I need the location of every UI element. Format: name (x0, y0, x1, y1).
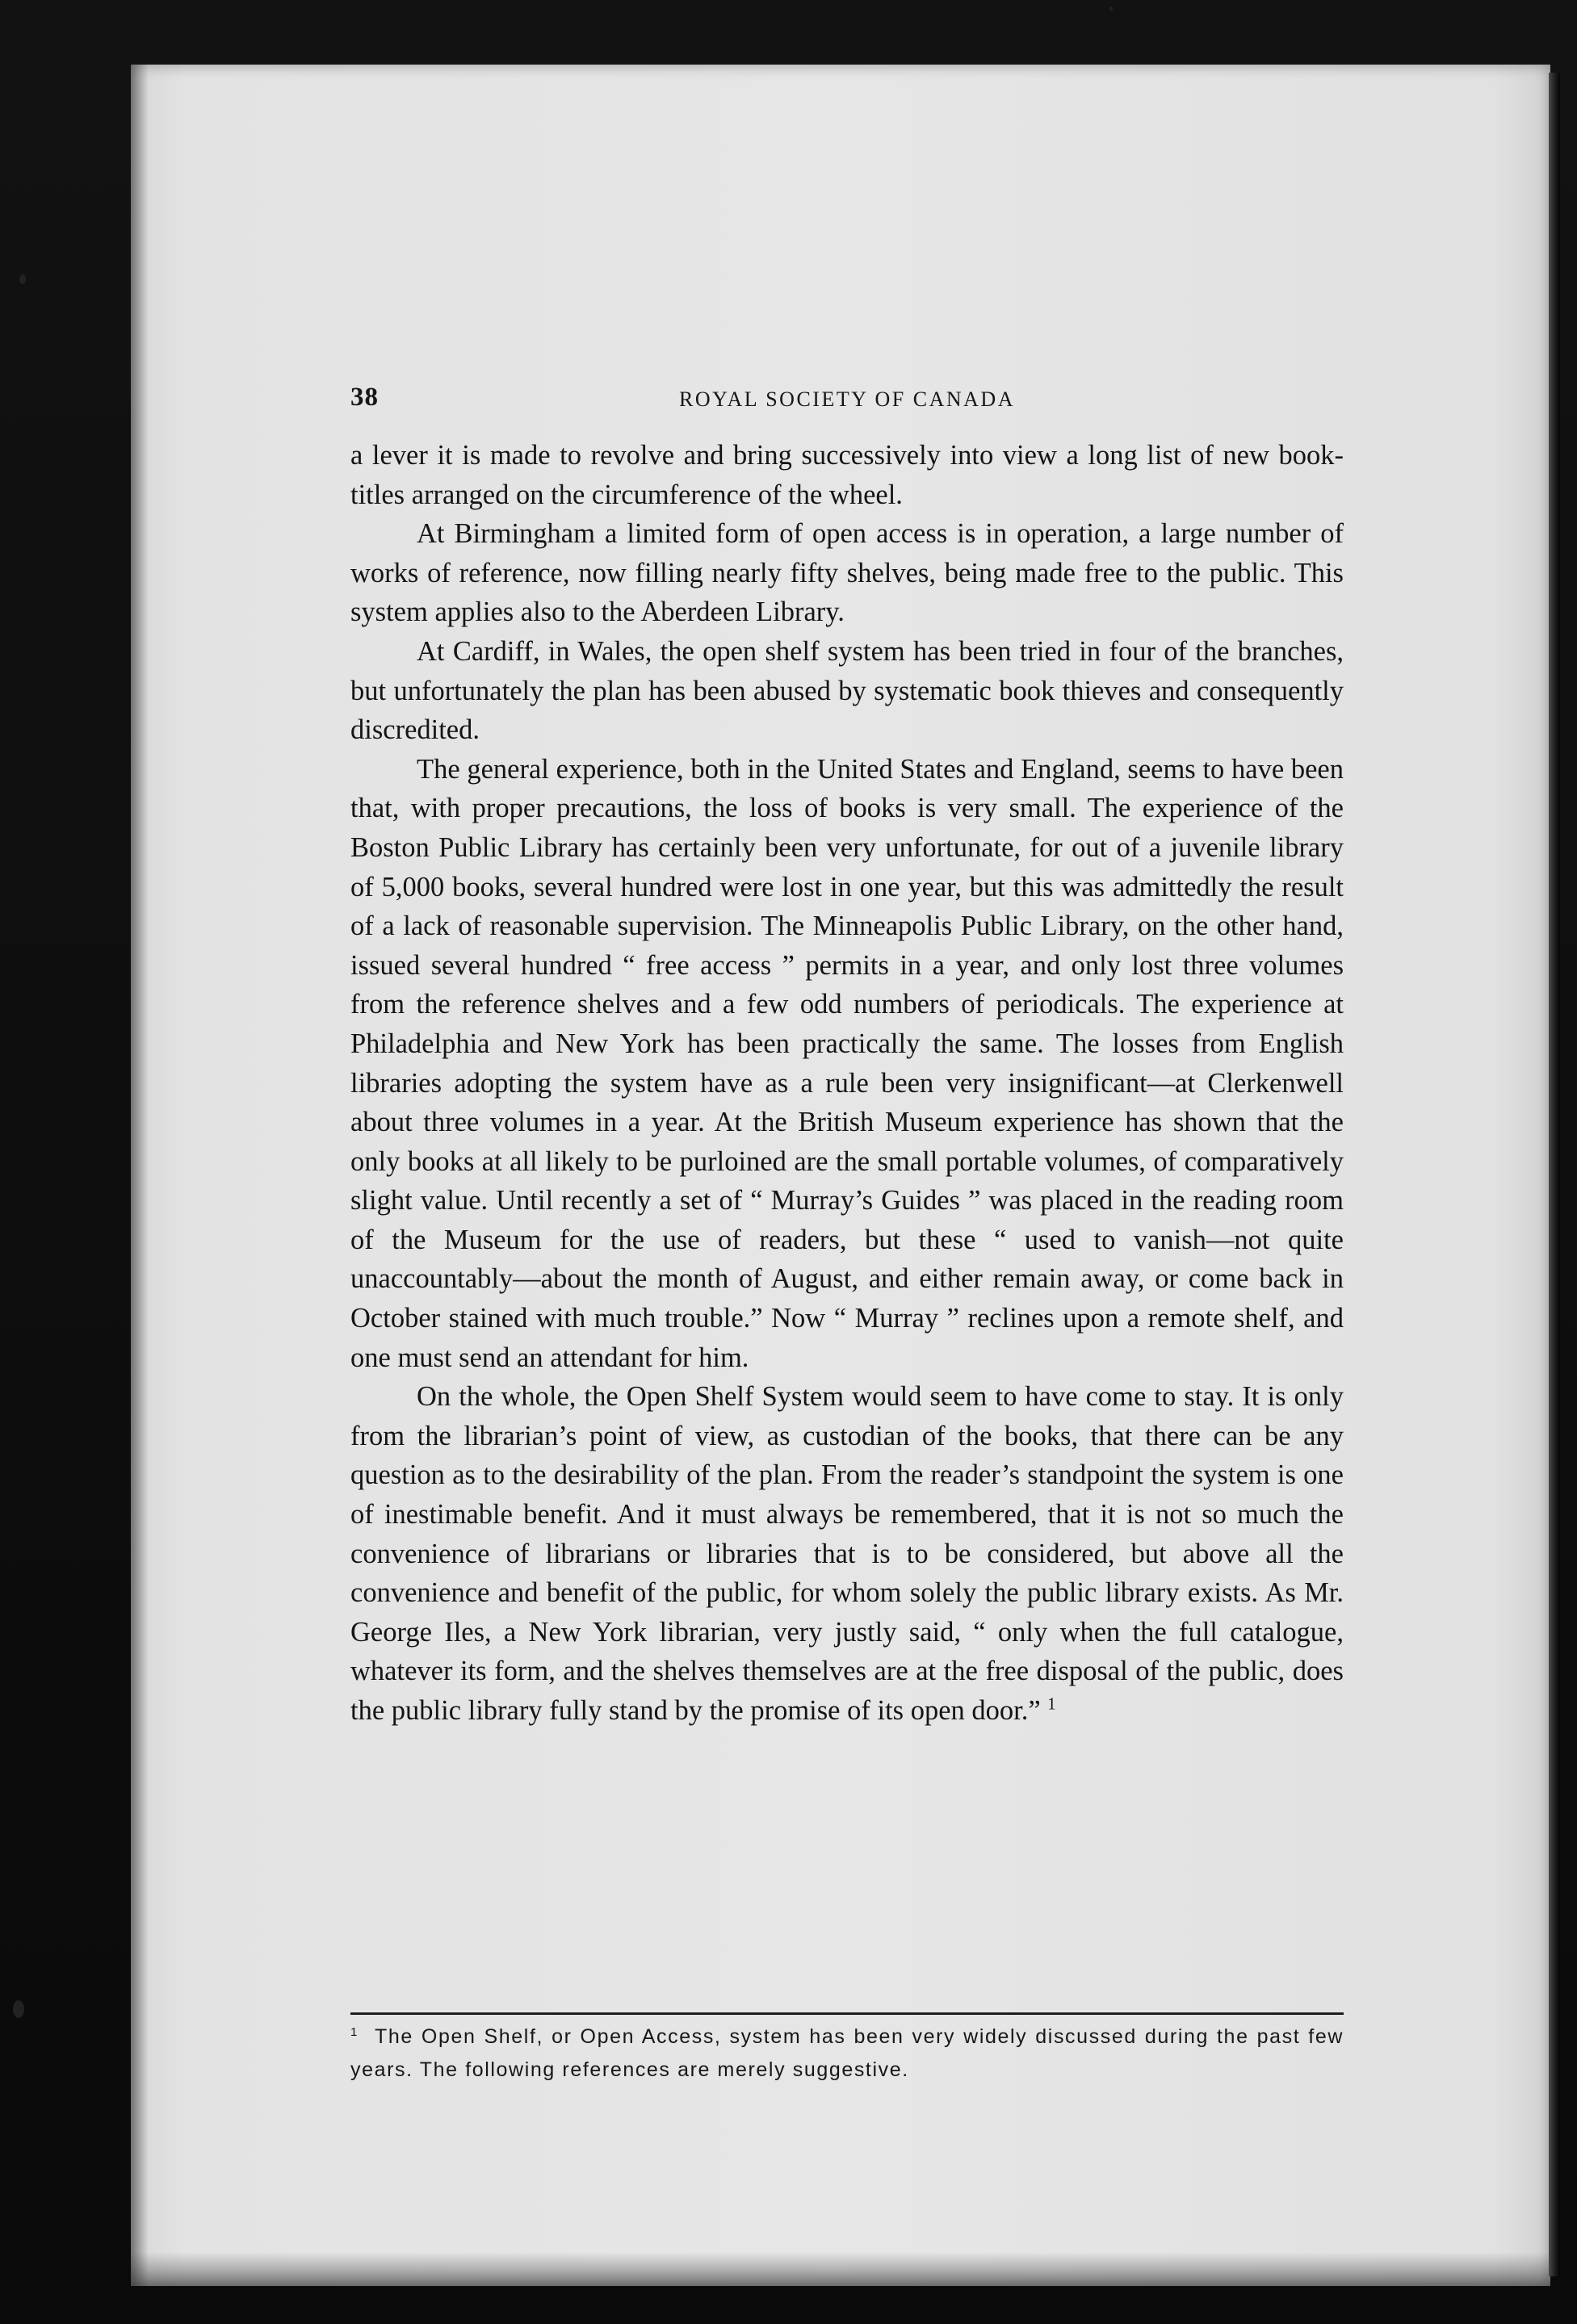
footnote-reference: 1 (1047, 1695, 1056, 1714)
running-head: ROYAL SOCIETY OF CANADA (679, 387, 1015, 411)
footnote-text: The Open Shelf, or Open Access, system has been very widely discussed during the past few years. The following references are merely suggestive. (350, 2025, 1344, 2081)
paragraph (350, 1377, 1344, 1730)
scan-speck (13, 2000, 24, 2018)
footnote: $^1$ The Open Shelf, or Open Access, system has been very widely discussed during the past few years. The following references are merely suggestive. (350, 2025, 1344, 2081)
page-header (350, 383, 1344, 418)
paragraph-text: On the whole, the Open Shelf System would seem to have come to stay. It is only from the librarian’s point of view, as custodian of the books, that there can be any question as to the desirability of the plan. From the reader’s standpoint the system is one of inestimable benefit. And it must always be remembered, that it is not so much the convenience of librarians or libraries that is to be considered, but above all the convenience and benefit of the public, for whom solely the public library exists. As Mr. George Iles, a New York librarian, very justly said, “ only when the full catalogue, whatever its form, and the shelves themselves are at the free disposal of the public, does the public library fully stand by the promise of its open door.” (350, 1381, 1344, 1726)
scan-speck (19, 274, 26, 284)
body-text (350, 436, 1344, 1731)
paragraph-text: a lever it is made to revolve and bring successively into view a long list of new book-titles arranged on the circumference of the wheel. (350, 440, 1344, 510)
paragraph (350, 436, 1344, 514)
paragraph-text: At Cardiff, in Wales, the open shelf system has been tried in four of the branches, but unfortunately the plan has been abused by systematic book thieves and consequently discredited. (350, 635, 1344, 746)
page-bottom-shadow (131, 2252, 1550, 2286)
page-binding-shadow (131, 65, 149, 2286)
page-right-edge (1549, 73, 1560, 2276)
scan-speck (1109, 6, 1113, 11)
paragraph-text: At Birmingham a limited form of open access is in operation, a large number of works of reference, now filling nearly fifty shelves, being made free to the public. This system applies also to the Aberdeen Library. (350, 518, 1344, 628)
paragraph (350, 514, 1344, 632)
paragraph (350, 632, 1344, 750)
paragraph (350, 750, 1344, 1378)
page-number: 38 (350, 383, 379, 412)
paragraph-text: The general experience, both in the United States and England, seems to have been that, with proper precautions, the loss of books is very small. The experience of the Boston Public Library has certainly been very unfortunate, for out of a juvenile library of 5,000 books, several hundred were lost in one year, but this was admittedly the result of a lack of reasonable supervision. The Minneapolis Public Library, on the other hand, issued several hundred “ free access ” permits in a year, and only lost three volumes from the reference shelves and a few odd numbers of periodicals. The experience at Philadelphia and New York has been practically the same. The losses from English libraries adopting the system have as a rule been very insignificant—at Clerkenwell about three volumes in a year. At the British Museum experience has shown that the only books at all likely to be purloined are the small portable volumes, of comparatively slight value. Until recently a set of “ Murray’s Guides ” was placed in the reading room of the Museum for the use of readers, but these “ used to vanish—not quite unaccountably—about the month of August, and either remain away, or come back in October stained with much trouble.” Now “ Murray ” reclines upon a remote shelf, and one must send an attendant for him. (350, 753, 1344, 1373)
footnote-rule (350, 2012, 1344, 2015)
